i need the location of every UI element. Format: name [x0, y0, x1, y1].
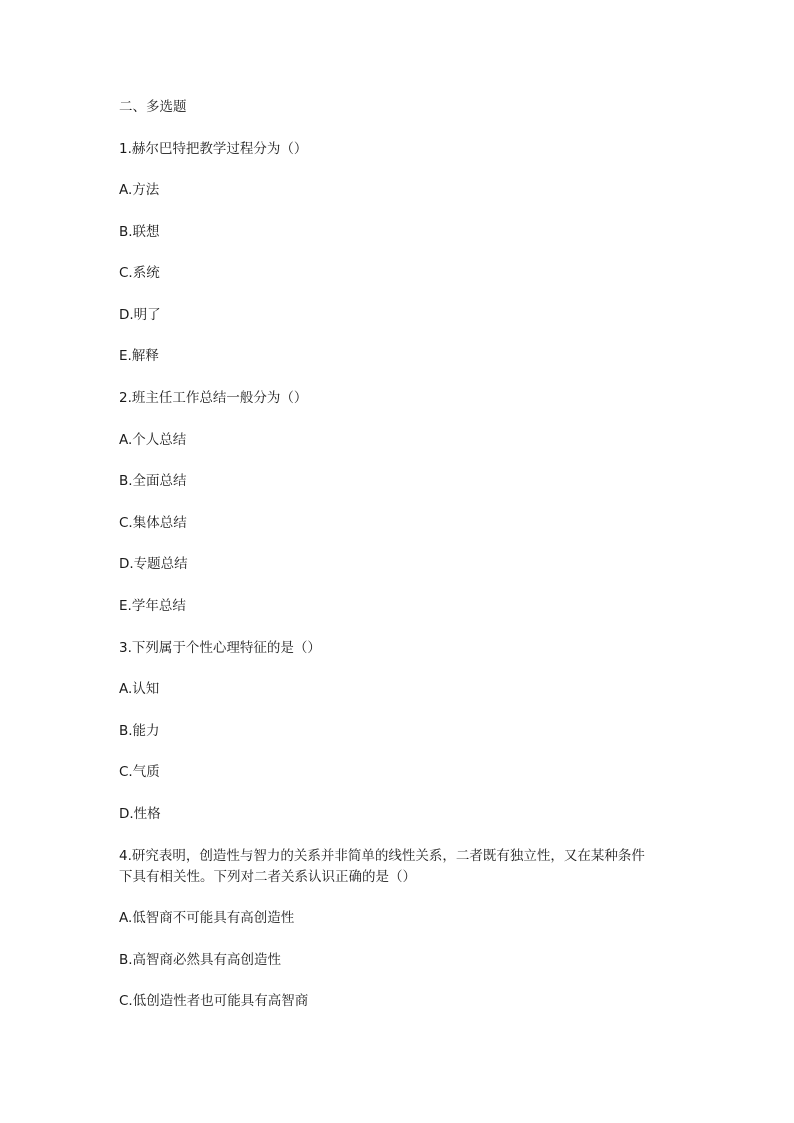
question-4-stem-line-1: 4.研究表明，创造性与智力的关系并非简单的线性关系，二者既有独立性，又在某种条件 — [119, 848, 645, 864]
question-2-option-a: A.个人总结 — [119, 432, 187, 448]
question-4-stem-line-2: 下具有相关性。下列对二者关系认识正确的是（） — [119, 869, 416, 885]
question-1-option-b: B.联想 — [119, 224, 160, 240]
question-2-option-b: B.全面总结 — [119, 473, 187, 489]
question-1-option-e: E.解释 — [119, 348, 159, 364]
question-2-option-d: D.专题总结 — [119, 556, 188, 572]
question-4-option-a: A.低智商不可能具有高创造性 — [119, 910, 295, 926]
question-3-option-c: C.气质 — [119, 764, 160, 780]
question-4-option-c: C.低创造性者也可能具有高智商 — [119, 993, 309, 1009]
question-3-option-b: B.能力 — [119, 723, 160, 739]
question-2-option-e: E.学年总结 — [119, 598, 186, 614]
question-1-option-c: C.系统 — [119, 265, 160, 281]
question-1-stem: 1.赫尔巴特把教学过程分为（） — [119, 141, 308, 157]
question-3-option-a: A.认知 — [119, 681, 160, 697]
section-title: 二、多选题 — [119, 99, 187, 115]
question-3-stem: 3.下列属于个性心理特征的是（） — [119, 640, 321, 656]
question-2-stem: 2.班主任工作总结一般分为（） — [119, 390, 308, 406]
question-1-option-a: A.方法 — [119, 182, 160, 198]
question-2-option-c: C.集体总结 — [119, 515, 187, 531]
question-1-option-d: D.明了 — [119, 307, 161, 323]
question-3-option-d: D.性格 — [119, 806, 161, 822]
question-4-option-b: B.高智商必然具有高创造性 — [119, 952, 282, 968]
